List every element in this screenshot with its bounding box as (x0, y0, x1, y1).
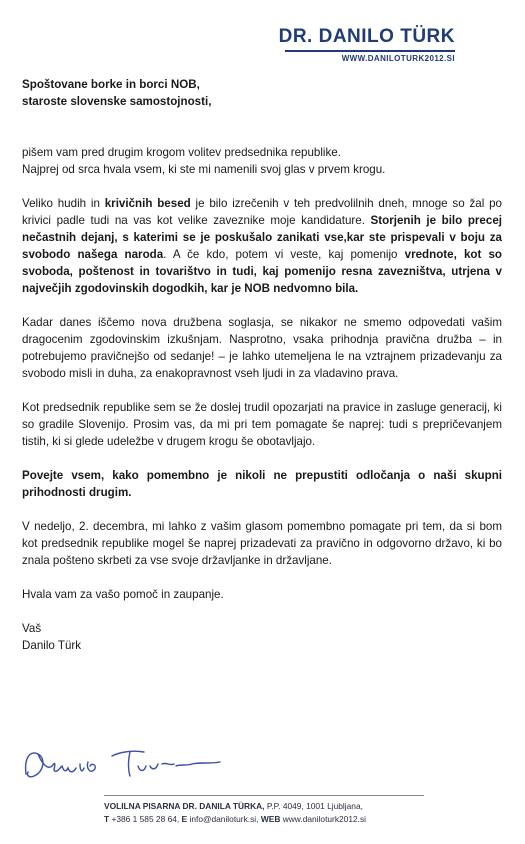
footer-email: info@daniloturk.si, (187, 814, 261, 824)
footer-phone: +386 1 585 28 64, (109, 814, 182, 824)
paragraph-3: Kadar danes iščemo nova družbena soglasja, se nikakor ne smemo odpovedati vašim dragocenim zgodovinskim izkušnjam. Nasprotno, vsaka prihodnja pravična družba – in potrebujemo pravičnejšo od sedanje! – je lahko utemeljena le na vztrajnem prizadevanju za svobodo misli in duha, za enakopravnost vseh ljudi in za vladavino prava. (22, 316, 502, 380)
salutation-line-2: staroste slovenske samostojnosti, (22, 95, 212, 108)
paragraph-5: Povejte vsem, kako pomembno je nikoli ne prepustiti odločanja o naši skupni prihodnosti drugim. (22, 469, 502, 499)
paragraph-1-line-1: pišem vam pred drugim krogom volitev predsednika republike. (22, 146, 341, 159)
paragraph-2-bold-b: Storjenih je bilo precej nečastnih dejanj, s katerimi se je poskušalo zanikati vse,kar ste prispevali v boju za svobodo našega naroda (22, 214, 502, 261)
letterhead (279, 26, 455, 63)
paragraph-2-text-b: je bilo izrečenih v teh predvolilnih dneh, mnoge so žal po krivici padle tudi na vas kot velike zaveznike moje kandidature. (22, 197, 502, 227)
closing: Vaš (22, 622, 42, 635)
footer-web: www.daniloturk2012.si (280, 814, 367, 824)
paragraph-6: V nedeljo, 2. decembra, mi lahko z vašim glasom pomembno pomagate pri tem, da si bom kot predsednik republike mogel še naprej prizadevati za pravično in odgovorno državo, ki bo znala pošteno skrbeti za vse svoje državljanke in državljane. (22, 520, 502, 567)
closing-block (22, 620, 502, 654)
paragraph-4: Kot predsednik republike sem se že doslej trudil opozarjati na pravice in zasluge generacij, ki so gradile Slovenijo. Prosim vas, da mi pri tem pomagate še naprej: tudi s prepričevanjem tistih, ki si glede udeležbe v drugem krogu še obotavljajo. (22, 401, 502, 448)
footer-address (104, 800, 424, 813)
signer-name: Danilo Türk (22, 639, 82, 652)
footer-email-label: E (181, 814, 188, 824)
footer-web-label: WEB (260, 814, 281, 824)
letter-body (22, 76, 502, 671)
salutation (22, 76, 502, 110)
paragraph-2 (22, 195, 502, 297)
paragraph-1 (22, 144, 502, 178)
paragraph-7: Hvala vam za vašo pomoč in zaupanje. (22, 588, 224, 601)
paragraph-2-bold-c: vrednote, kot so svoboda, poštenost in tovarištvo in tudi, kaj pomenijo resna zavezništva, utrjena v največjih zgodovinskih dogodkih, kar je NOB nedvomno bila. (22, 248, 503, 295)
paragraph-2-text-a: Veliko hudih in (22, 197, 105, 210)
footer (104, 795, 424, 826)
footer-office-name: VOLILNA PISARNA DR. DANILA TÜRKA, (104, 801, 265, 811)
footer-contacts (104, 813, 424, 826)
footer-po-box: P.P. 4049, 1001 Ljubljana, (264, 801, 363, 811)
handwritten-signature (20, 744, 240, 789)
paragraph-1-line-2: Najprej od srca hvala vsem, ki ste mi namenili svoj glas v prvem krogu. (22, 163, 386, 176)
letterhead-name: DR. DANILO TÜRK (278, 26, 455, 47)
footer-phone-label: T (104, 814, 110, 824)
letterhead-url: WWW.DANILOTURK2012.SI (341, 54, 455, 63)
paragraph-2-bold-a: krivičnih besed (104, 197, 191, 210)
footer-rule (104, 795, 424, 796)
salutation-line-1: Spoštovane borke in borci NOB, (22, 78, 200, 91)
paragraph-2-text-c: . A če kdo, potem vi veste, kaj pomenijo (163, 248, 405, 261)
letterhead-rule (285, 50, 455, 52)
